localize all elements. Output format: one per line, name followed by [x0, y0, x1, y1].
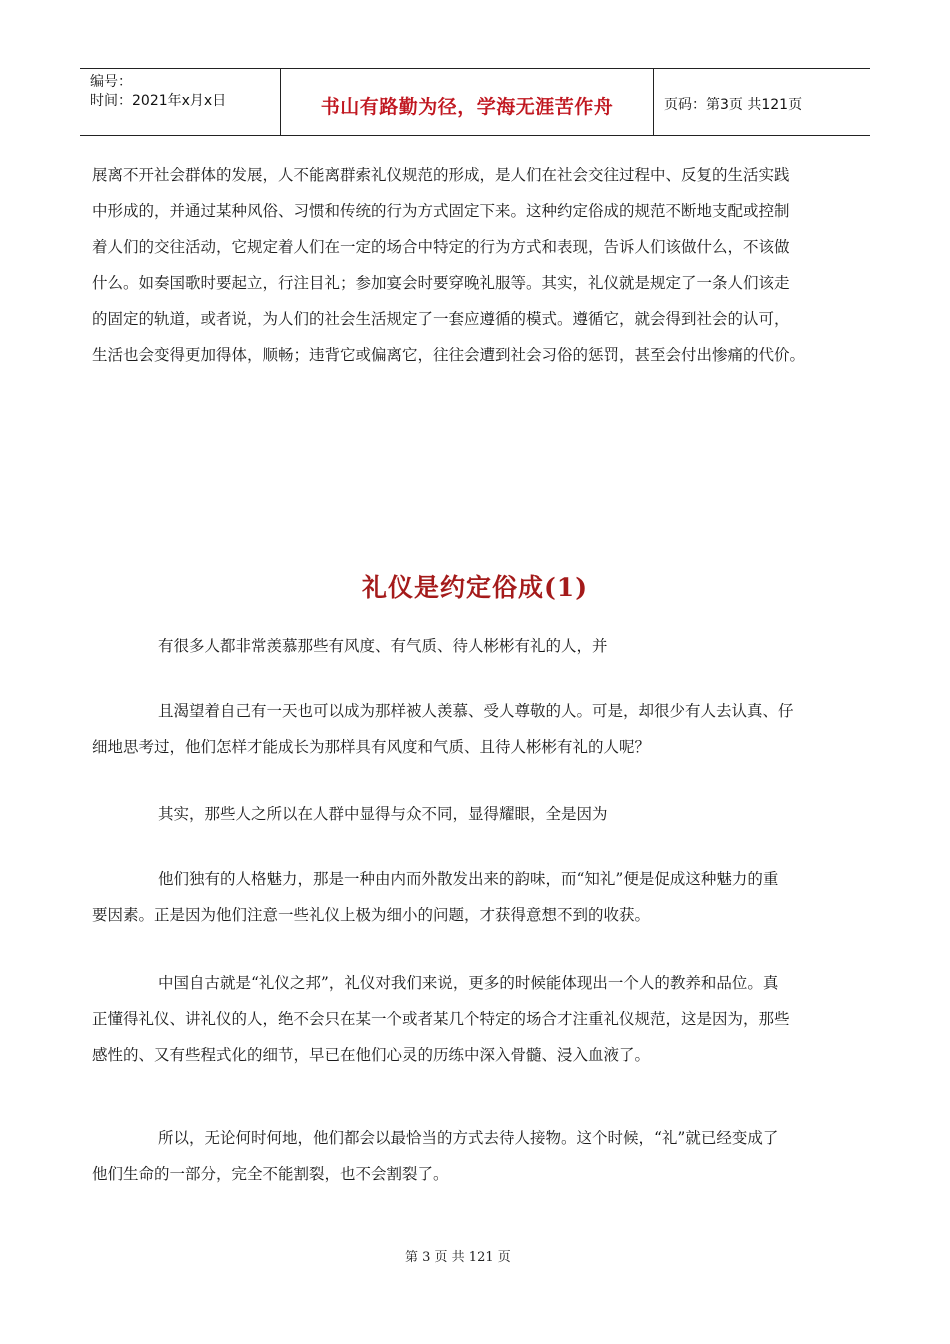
header-meta-cell [80, 69, 281, 135]
page-header [80, 68, 870, 136]
paragraph-line: 其实，那些人之所以在人群中显得与众不同，显得耀眼，全是因为 [158, 805, 608, 823]
body-paragraph [92, 796, 862, 832]
body-paragraph [92, 628, 862, 664]
body-paragraph [92, 693, 862, 765]
intro-paragraph [92, 157, 862, 373]
intro-line: 生活也会变得更加得体，顺畅；违背它或偏离它，往往会遭到社会习俗的惩罚，甚至会付出惨痛的代价。 [92, 346, 806, 364]
paragraph-line: 且渴望着自己有一天也可以成为那样被人羡慕、受人尊敬的人。可是，却很少有人去认真、仔 [158, 702, 794, 720]
paragraph-line: 他们生命的一部分，完全不能割裂，也不会割裂了。 [92, 1165, 449, 1183]
paragraph-line: 他们独有的人格魅力，那是一种由内而外散发出来的韵味，而“知礼”便是促成这种魅力的重 [158, 870, 779, 888]
intro-line: 着人们的交往活动，它规定着人们在一定的场合中特定的行为方式和表现，告诉人们该做什么，不该做 [92, 238, 790, 256]
document-date-label: 时间：2021年x月x日 [90, 93, 227, 109]
paragraph-line: 感性的、又有些程式化的细节，早已在他们心灵的历练中深入骨髓、浸入血液了。 [92, 1046, 651, 1064]
header-motto: 书山有路勤为径，学海无涯苦作舟 [320, 95, 614, 118]
paragraph-line: 中国自古就是“礼仪之邦”，礼仪对我们来说，更多的时候能体现出一个人的教养和品位。真 [158, 974, 779, 992]
intro-line: 什么。如奏国歌时要起立，行注目礼；参加宴会时要穿晚礼服等。其实，礼仪就是规定了一条人们该走 [92, 274, 790, 292]
header-page-info: 页码：第3页 共121页 [664, 97, 803, 113]
section-title: 礼仪是约定俗成(1) [361, 573, 589, 602]
document-number-label: 编号： [90, 74, 132, 90]
intro-line: 中形成的，并通过某种风俗、习惯和传统的行为方式固定下来。这种约定俗成的规范不断地支配或控制 [92, 202, 790, 220]
paragraph-line: 所以，无论何时何地，他们都会以最恰当的方式去待人接物。这个时候，“礼”就已经变成了 [158, 1129, 779, 1147]
paragraph-line: 要因素。正是因为他们注意一些礼仪上极为细小的问题，才获得意想不到的收获。 [92, 906, 651, 924]
body-paragraph [92, 965, 862, 1073]
page-footer: 第 3 页 共 121 页 [405, 1250, 511, 1265]
header-page-cell [654, 69, 870, 135]
body-paragraph [92, 861, 862, 933]
intro-line: 展离不开社会群体的发展，人不能离群索礼仪规范的形成，是人们在社会交往过程中、反复的生活实践 [92, 166, 790, 184]
paragraph-line: 细地思考过，他们怎样才能成长为那样具有风度和气质、且待人彬彬有礼的人呢？ [92, 738, 651, 756]
body-paragraph [92, 1120, 862, 1192]
paragraph-line: 有很多人都非常羡慕那些有风度、有气质、待人彬彬有礼的人，并 [158, 637, 608, 655]
header-motto-cell [281, 69, 654, 135]
paragraph-line: 正懂得礼仪、讲礼仪的人，绝不会只在某一个或者某几个特定的场合才注重礼仪规范，这是因为，那些 [92, 1010, 790, 1028]
intro-line: 的固定的轨道，或者说，为人们的社会生活规定了一套应遵循的模式。遵循它，就会得到社会的认可， [92, 310, 790, 328]
